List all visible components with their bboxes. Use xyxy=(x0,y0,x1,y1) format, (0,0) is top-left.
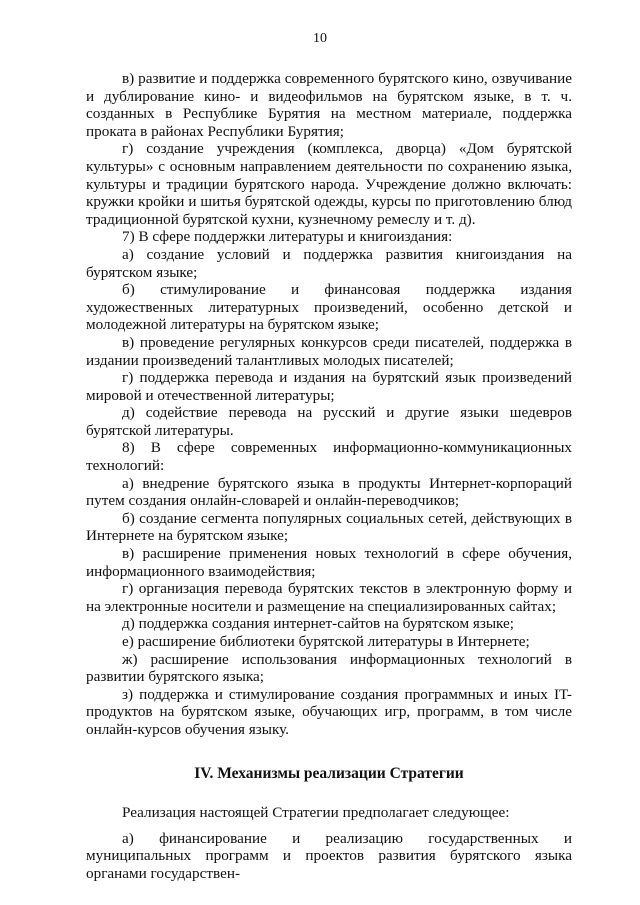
paragraph: д) содействие перевода на русский и другие языки шедевров бурятской литературы. xyxy=(86,404,572,439)
paragraph: е) расширение библиотеки бурятской литературы в Интернете; xyxy=(122,633,530,650)
paragraph: б) создание сегмента популярных социальных сетей, действующих в Интернете на бурятском языке; xyxy=(86,509,572,545)
paragraph: в) проведение регулярных конкурсов среди писателей, поддержка в издании произведений талантливых молодых писателей; xyxy=(86,333,572,369)
paragraph: б) стимулирование и финансовая поддержка издания художественных литературных произведений, особенно детской и молодежной литературы на бурятском языке; xyxy=(86,281,572,334)
paragraph: г) организация перевода бурятских текстов в электронную форму и на электронные носители и размещение на специализированных сайтах; xyxy=(86,580,572,615)
paragraph: в) развитие и поддержка современного бурятского кино, озвучивание и дублирование кино- и видеофильмов на бурятском языке, в т. ч. созданных в Республике Бурятия на местном материале, поддержка проката в районах Республики Бурятия; xyxy=(86,70,572,140)
paragraph: а) создание условий и поддержка развития книгоиздания на бурятском языке; xyxy=(86,245,572,281)
paragraph: г) создание учреждения (комплекса, дворца) «Дом бурятской культуры» с основным направлением деятельности по сохранению языка, культуры и традиции бурятского народа. Учреждение должно включать: кружки кройки и шитья бурятской одежды, курсы по приготовлению блюд традиционной бурятской кухни, кузнечному ремеслу и т. д). xyxy=(86,140,572,228)
paragraph: Реализация настоящей Стратегии предполагает следующее: xyxy=(122,804,510,822)
page-number: 10 xyxy=(313,31,327,46)
paragraph: г) поддержка перевода и издания на бурятский язык произведений мировой и отечественной литературы; xyxy=(86,369,572,404)
paragraph: д) поддержка создания интернет-сайтов на бурятском языке; xyxy=(122,615,515,633)
paragraph: а) внедрение бурятского языка в продукты Интернет-корпораций путем создания онлайн-словарей и онлайн-переводчиков; xyxy=(86,474,572,510)
paragraph: 8) В сфере современных информационно-коммуникационных технологий: xyxy=(86,439,572,475)
paragraph: з) поддержка и стимулирование создания программных и иных IT-продуктов на бурятском языке, обучающих игр, программ, в том числе онлайн-курсов обучения языку. xyxy=(86,685,572,738)
paragraph: 7) В сфере поддержки литературы и книгоиздания: xyxy=(122,228,453,246)
section-heading: IV. Механизмы реализации Стратегии xyxy=(194,764,464,782)
paragraph: в) расширение применения новых технологий в сфере обучения, информационного взаимодействия; xyxy=(86,545,572,580)
paragraph: ж) расширение использования информационных технологий в развитии бурятского языка; xyxy=(86,650,572,686)
paragraph: а) финансирование и реализацию государственных и муниципальных программ и проектов развития бурятского языка органами государствен- xyxy=(86,829,572,882)
document-body xyxy=(86,70,572,883)
